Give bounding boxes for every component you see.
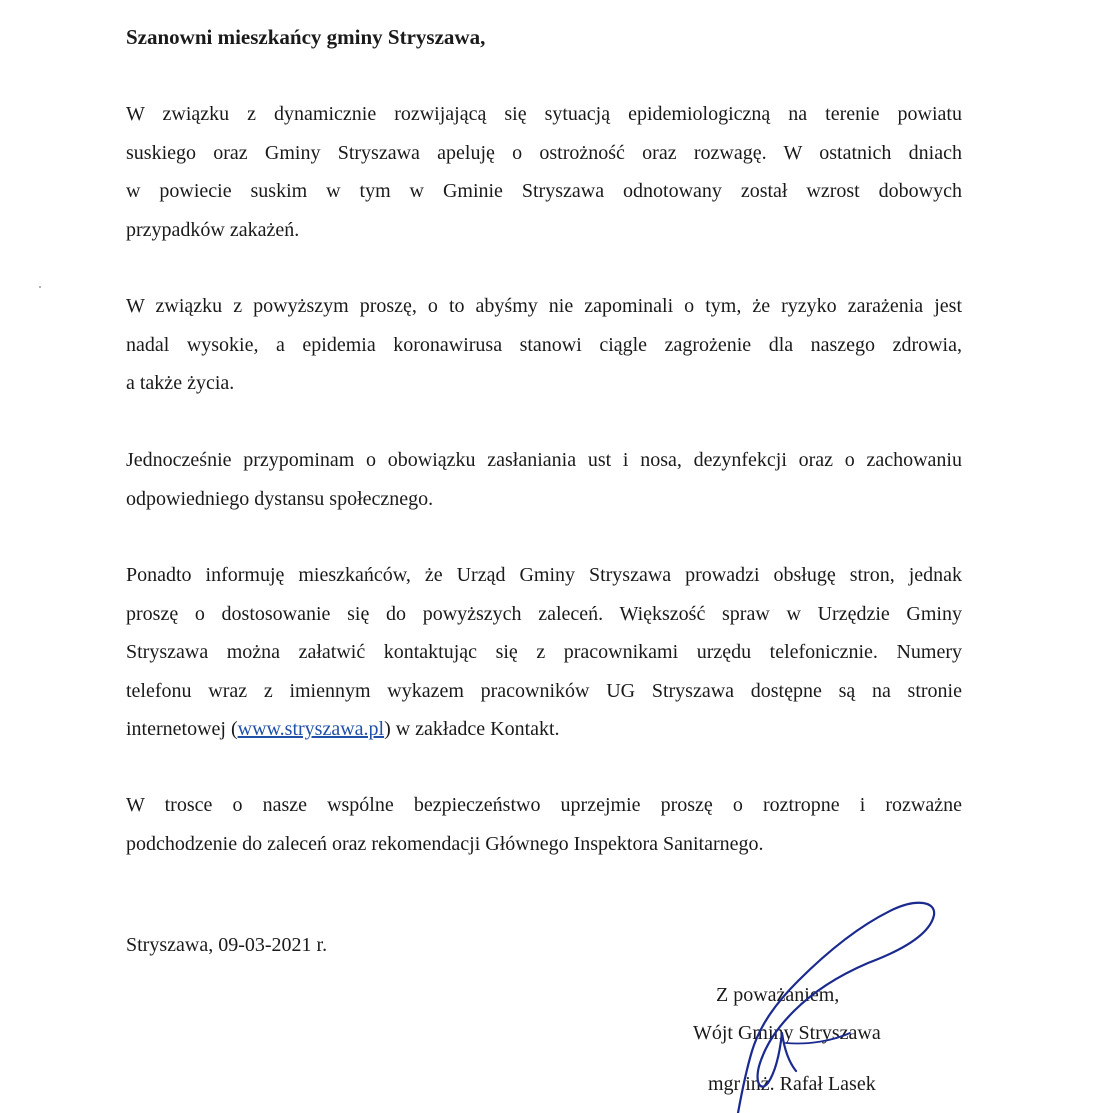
paragraph-line: proszę o dostosowanie się do powyższych zaleceń. Większość spraw w Urzędzie Gminy <box>126 602 962 625</box>
paragraph-risk <box>126 287 962 403</box>
paragraph-line: w powiecie suskim w tym w Gminie Stryszawa odnotowany został wzrost dobowych <box>126 180 962 202</box>
paragraph-line: odpowiedniego dystansu społecznego. <box>126 487 434 510</box>
closing-position: Wójt Gminy Stryszawa <box>693 1022 881 1044</box>
letter-salutation: Szanowni mieszkańcy gminy Stryszawa, <box>126 25 486 49</box>
paragraph-line: a także życia. <box>126 372 235 394</box>
paragraph-situation <box>126 95 962 249</box>
link-prefix: internetowej ( <box>126 718 238 740</box>
paragraph-line: suskiego oraz Gminy Stryszawa apeluję o ostrożność oraz rozwagę. W ostatnich dniach <box>126 141 962 164</box>
paragraph-line: telefonu wraz z imiennym wykazem pracowników UG Stryszawa dostępne są na stronie <box>126 679 962 702</box>
paragraph-line: W trosce o nasze wspólne bezpieczeństwo uprzejmie proszę o roztropne i rozważne <box>126 794 962 816</box>
paragraph-line: W związku z dynamicznie rozwijającą się sytuacją epidemiologiczną na terenie powiatu <box>126 103 962 125</box>
scan-speck <box>39 286 41 288</box>
website-link[interactable]: www.stryszawa.pl <box>237 718 385 740</box>
paragraph-line: podchodzenie do zaleceń oraz rekomendacji Głównego Inspektora Sanitarnego. <box>126 832 764 855</box>
place-and-date: Stryszawa, 09-03-2021 r. <box>126 934 328 956</box>
paragraph-line: przypadków zakażeń. <box>126 218 300 241</box>
paragraph-reminder <box>126 441 962 518</box>
paragraph-line: W związku z powyższym proszę, o to abyśmy nie zapominali o tym, że ryzyko zarażenia jest <box>126 295 962 317</box>
paragraph-office-info <box>126 556 962 749</box>
paragraph-line: nadal wysokie, a epidemia koronawirusa stanowi ciągle zagrożenie dla naszego zdrowia, <box>126 333 962 356</box>
paragraph-line-with-link <box>126 710 962 749</box>
paragraph-line: Ponadto informuję mieszkańców, że Urząd Gminy Stryszawa prowadzi obsługę stron, jednak <box>126 564 962 586</box>
paragraph-line: Stryszawa można załatwić kontaktując się z pracownikami urzędu telefonicznie. Numery <box>126 641 962 663</box>
paragraph-appeal <box>126 786 962 863</box>
link-suffix: ) w zakładce Kontakt. <box>384 718 560 740</box>
closing-name: mgr inż. Rafał Lasek <box>708 1073 876 1095</box>
handwritten-signature-icon <box>690 895 950 1113</box>
closing-regards: Z poważaniem, <box>716 984 840 1006</box>
paragraph-line: Jednocześnie przypominam o obowiązku zasłaniania ust i nosa, dezynfekcji oraz o zachowaniu <box>126 449 962 471</box>
